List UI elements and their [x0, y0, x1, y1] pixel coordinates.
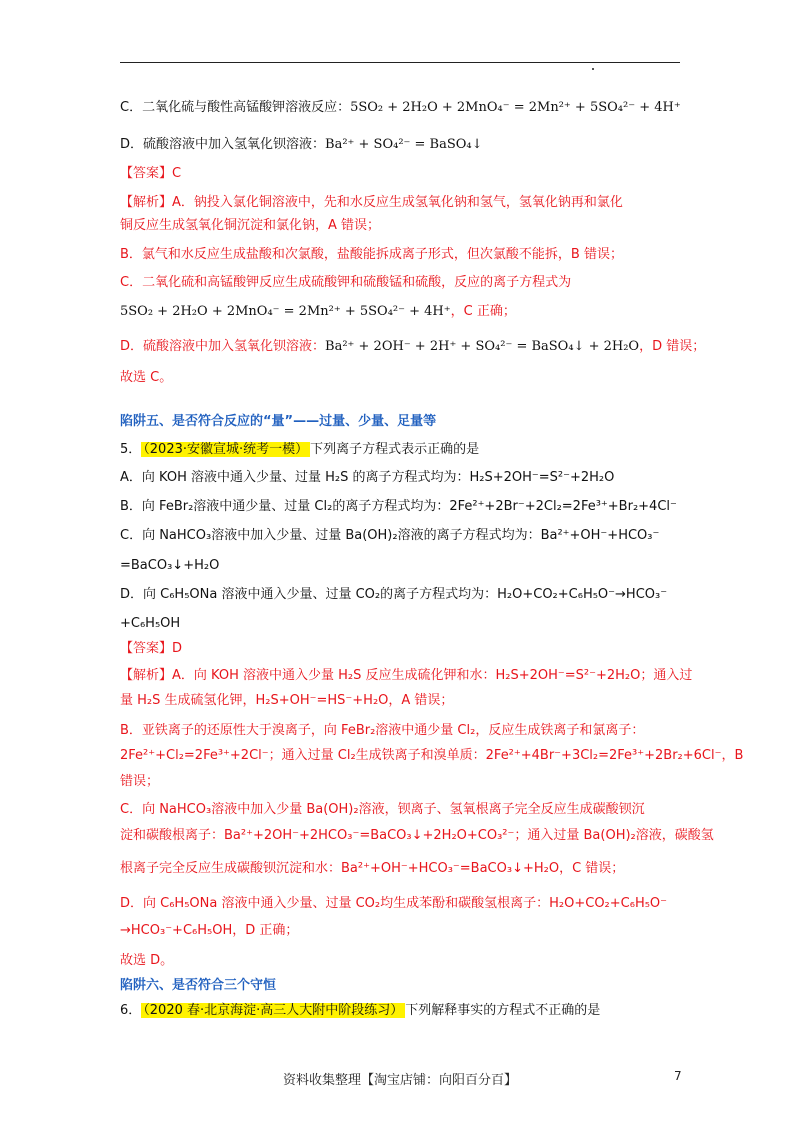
q5-option-d-2: +C₆H₅OH	[120, 616, 181, 631]
q5-analysis-10: →HCO₃⁻+C₆H₅OH，D 正确；	[120, 923, 299, 938]
q5-option-a: A．向 KOH 溶液中通入少量、过量 H₂S 的离子方程式均为：H₂S+2OH⁻=S²⁻+2H₂O	[120, 470, 615, 485]
q5-option-c-1: C．向 NaHCO₃溶液中加入少量、过量 Ba(OH)₂溶液的离子方程式均为：Ba²⁺+OH⁻+HCO₃⁻	[120, 528, 660, 543]
page-number: 7	[674, 1069, 682, 1083]
q5-analysis-4: 2Fe²⁺+Cl₂=2Fe³⁺+2Cl⁻；通入过量 Cl₂生成铁离子和溴单质：2Fe²⁺+4Br⁻+3Cl₂=2Fe³⁺+2Br₂+6Cl⁻，B	[120, 748, 744, 763]
q5-analysis-3: B．亚铁离子的还原性大于溴离子，向 FeBr₂溶液中通少量 Cl₂，反应生成铁离子和氯离子：	[120, 723, 645, 738]
q4-analysis-d: D．硫酸溶液中加入氢氧化钡溶液：Ba²⁺ + 2OH⁻ + 2H⁺ + SO₄²⁻ = BaSO₄↓ + 2H₂O，D 错误；	[120, 339, 706, 354]
page-footer: 资料收集整理【淘宝店铺：向阳百分百】	[282, 1073, 517, 1088]
source-highlight: （2023·安徽宣城·统考一模）	[143, 442, 309, 457]
q5-analysis-1: 【解析】A．向 KOH 溶液中通入少量 H₂S 反应生成硫化钾和水：H₂S+2OH⁻=S²⁻+2H₂O；通入过	[120, 668, 693, 683]
q5-analysis-8: 根离子完全反应生成碳酸钡沉淀和水：Ba²⁺+OH⁻+HCO₃⁻=BaCO₃↓+H₂O，C 错误；	[120, 861, 625, 876]
q4-analysis-a-1: 【解析】A．钠投入氯化铜溶液中，先和水反应生成氢氧化钠和氢气，氢氧化钠再和氯化	[120, 195, 623, 210]
q4-option-c: C．二氧化硫与酸性高锰酸钾溶液反应：5SO₂ + 2H₂O + 2MnO₄⁻ = 2Mn²⁺ + 5SO₄²⁻ + 4H⁺	[120, 100, 681, 115]
q4-conclusion: 故选 C。	[120, 370, 173, 385]
equation: Ba²⁺ + 2OH⁻ + 2H⁺ + SO₄²⁻ = BaSO₄↓ + 2H₂O	[325, 339, 640, 354]
q4-answer: 【答案】C	[120, 166, 182, 181]
q5-analysis-6: C．向 NaHCO₃溶液中加入少量 Ba(OH)₂溶液，钡离子、氢氧根离子完全反应生成碳酸钡沉	[120, 802, 645, 817]
q5-option-d-1: D．向 C₆H₅ONa 溶液中通入少量、过量 CO₂的离子方程式均为：H₂O+CO₂+C₆H₅O⁻→HCO₃⁻	[120, 587, 668, 602]
q5-option-c-2: =BaCO₃↓+H₂O	[120, 558, 220, 573]
equation: 5SO₂ + 2H₂O + 2MnO₄⁻ = 2Mn²⁺ + 5SO₄²⁻ + 4H⁺	[120, 304, 451, 319]
q5-analysis-9: D．向 C₆H₅ONa 溶液中通入少量、过量 CO₂均生成苯酚和碳酸氢根离子：H₂O+CO₂+C₆H₅O⁻	[120, 896, 668, 911]
q5-analysis-7: 淀和碳酸根离子：Ba²⁺+2OH⁻+2HCO₃⁻=BaCO₃↓+2H₂O+CO₃²⁻；通入过量 Ba(OH)₂溶液，碳酸氢	[120, 828, 714, 843]
q5-conclusion: 故选 D。	[120, 953, 174, 968]
q6-stem: 6． （2020 春·北京海淀·高三人大附中阶段练习） 下列解释事实的方程式不正确的是	[120, 1003, 601, 1018]
q5-stem: 5． （2023·安徽宣城·统考一模） 下列离子方程式表示正确的是	[120, 442, 480, 457]
q5-answer: 【答案】D	[120, 641, 183, 656]
q4-analysis-b: B．氯气和水反应生成盐酸和次氯酸，盐酸能拆成离子形式，但次氯酸不能拆，B 错误；	[120, 247, 623, 262]
source-highlight: （2020 春·北京海淀·高三人大附中阶段练习）	[143, 1003, 404, 1018]
trap6-heading: 陷阱六、是否符合三个守恒	[120, 978, 277, 993]
equation: 5SO₂ + 2H₂O + 2MnO₄⁻ = 2Mn²⁺ + 5SO₄²⁻ + 4H⁺	[350, 100, 681, 115]
q5-analysis-5: 错误；	[120, 774, 160, 789]
q5-analysis-2: 量 H₂S 生成硫氢化钾，H₂S+OH⁻=HS⁻+H₂O，A 错误；	[120, 693, 454, 708]
q4-analysis-c-2: 5SO₂ + 2H₂O + 2MnO₄⁻ = 2Mn²⁺ + 5SO₄²⁻ + 4H⁺，C 正确；	[120, 304, 516, 319]
q4-analysis-c-1: C．二氧化硫和高锰酸钾反应生成硫酸钾和硫酸锰和硫酸，反应的离子方程式为	[120, 275, 572, 290]
equation: Ba²⁺ + SO₄²⁻ = BaSO₄↓	[325, 137, 483, 152]
trap5-heading: 陷阱五、是否符合反应的“量”——过量、少量、足量等	[120, 414, 437, 429]
q4-analysis-a-2: 铜反应生成氢氧化铜沉淀和氯化钠，A 错误；	[120, 218, 381, 233]
header-dot	[592, 68, 594, 70]
q5-option-b: B．向 FeBr₂溶液中通少量、过量 Cl₂的离子方程式均为：2Fe²⁺+2Br⁻+2Cl₂=2Fe³⁺+Br₂+4Cl⁻	[120, 499, 677, 514]
q4-option-d: D．硫酸溶液中加入氢氧化钡溶液：Ba²⁺ + SO₄²⁻ = BaSO₄↓	[120, 137, 483, 152]
header-rule	[120, 62, 680, 63]
